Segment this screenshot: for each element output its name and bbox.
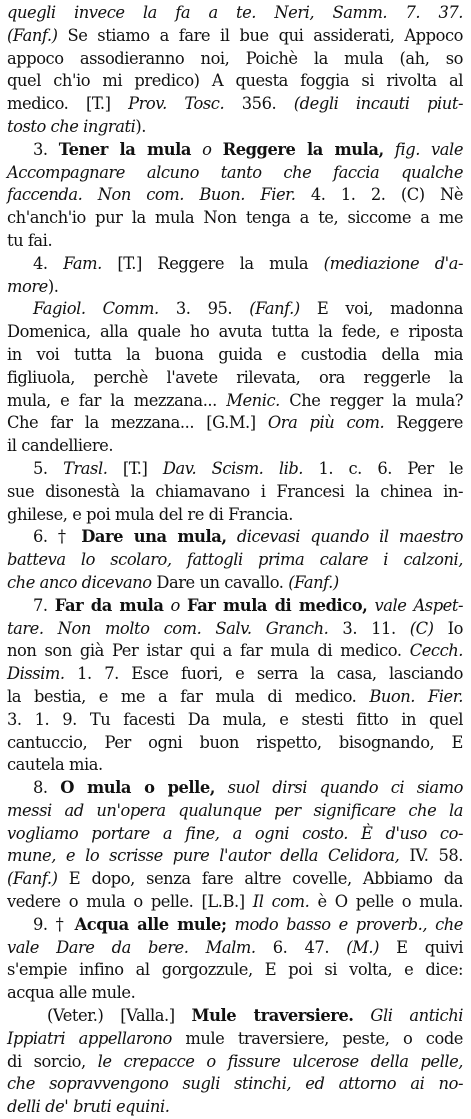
text-run: vogliamo portare a fine, a ogni costo. È d'uso co- [7, 823, 463, 843]
text-line [7, 184, 463, 207]
text-run: di sorcio, [7, 1051, 98, 1071]
text-run: appoco assodieranno noi, Poichè la mula (ah, so [7, 48, 463, 68]
text-run: 3. 11. [328, 618, 410, 638]
text-line [7, 663, 463, 686]
text-line [7, 116, 463, 139]
text-run: modo basso e proverb., che [226, 914, 463, 934]
text-run: (Fanf.) [288, 572, 339, 592]
text-run: mune, e lo scrisse pure l'autor della Celidora, [7, 846, 400, 866]
entry-heading-line [7, 1005, 463, 1028]
text-run: delli de' bruti equini. [7, 1097, 170, 1117]
text-run: [T.] [107, 458, 163, 478]
entry-heading-line [7, 253, 463, 276]
text-run: Se stiamo a fare il bue qui assiderati, Appoco [57, 25, 463, 45]
text-line [7, 1028, 463, 1051]
text-run: more [7, 276, 48, 296]
entry-heading-line [7, 914, 463, 937]
text-line [7, 800, 463, 823]
text-run: Far mula di medico, [186, 595, 368, 615]
text-run: 9. † [33, 914, 75, 934]
text-run: tosto che ingrati [7, 116, 136, 136]
text-run: mule traversiere, peste, o code [171, 1028, 463, 1048]
text-run: Dissim. [7, 664, 65, 684]
text-run: 4. [33, 253, 64, 273]
text-run: le crepacce o fissure ulcerose della pelle, [97, 1051, 463, 1071]
text-line [7, 481, 463, 504]
text-run: medico. [T.] [7, 94, 129, 114]
text-line [7, 1051, 463, 1074]
text-run: 7. [33, 595, 55, 615]
text-run: E dopo, senza fare altre covelle, Abbiamo da [57, 869, 463, 889]
text-run: IV. 58. [399, 846, 464, 866]
text-line [7, 207, 463, 230]
text-run: quel ch'io mi predico) A questa foggia si rivolta al [7, 71, 463, 91]
text-run: Che far la mezzana... [G.M.] [7, 413, 268, 433]
text-run: figliuola, perchè l'avete rilevata, ora reggerle la [7, 367, 463, 387]
text-line [7, 321, 463, 344]
text-run: Che regger la mula? [279, 390, 463, 410]
text-run: cantuccio, Per ogni buon rispetto, bisognando, E [7, 732, 463, 752]
text-run: Ora più com. [267, 413, 385, 433]
text-run: E quivi [378, 937, 464, 957]
text-run: dicevasi quando il maestro [226, 527, 463, 547]
text-line [7, 982, 463, 1005]
text-run: O mula o pelle, [60, 778, 216, 798]
text-run: vale Aspet- [367, 595, 464, 615]
text-run: Dare un cavallo. [151, 572, 289, 592]
text-run: sue disonestà la chiamavano i Francesi la chinea in- [7, 481, 463, 501]
text-line [7, 70, 463, 93]
entry-heading-line [7, 458, 463, 481]
text-run: è O pelle o mula. [309, 892, 463, 912]
text-line [7, 549, 463, 572]
text-run: tare. Non molto com. Salv. Granch. [7, 618, 329, 638]
text-run: Cecch. [409, 641, 463, 661]
text-run: batteva lo scolaro, fattogli prima calare i calzoni, [7, 550, 463, 570]
entry-heading-line [7, 526, 463, 549]
text-run: che sopravvengono sugli stinchi, ed attorno ai no- [7, 1074, 463, 1094]
text-line [7, 572, 463, 595]
text-run: Far da mula [54, 595, 164, 615]
text-run: 3. 1. 9. Tu facesti Da mula, e stesti fitto in quel [7, 709, 463, 729]
text-run: 5. [33, 458, 64, 478]
text-line [7, 709, 463, 732]
text-run: (mediazione d'a- [323, 253, 464, 273]
text-run: Il com. [252, 892, 310, 912]
text-line [7, 298, 463, 321]
text-line [7, 162, 463, 185]
text-line [7, 845, 463, 868]
text-run: 1. c. 6. Per le [303, 458, 464, 478]
text-run: 4. 1. 2. (C) Nè [295, 185, 464, 205]
text-run: Ippiatri appellarono [7, 1028, 172, 1048]
text-run: E voi, madonna [299, 299, 463, 319]
text-line [7, 435, 463, 458]
text-run: il candelliere. [7, 436, 114, 456]
text-line [7, 276, 463, 299]
text-run: Trasl. [63, 458, 108, 478]
entry-heading-line [7, 139, 463, 162]
text-line [7, 686, 463, 709]
text-run: 6. † [33, 527, 82, 547]
text-line [7, 640, 463, 663]
text-run: ch'anch'io pur la mula Non tenga a te, siccome a me [7, 208, 463, 228]
text-run: [T.] Reggere la mula [101, 253, 324, 273]
text-run: Fam. [63, 253, 102, 273]
text-run: ). [135, 116, 146, 136]
text-run: non son già Per istar qui a far mula di medico. [7, 641, 410, 661]
text-run: s'empie infino al gorgozzule, E poi si volta, e dice: [7, 960, 463, 980]
text-run: 8. [33, 778, 61, 798]
text-run: (Veter.) [Valla.] [47, 1006, 192, 1026]
text-run: Dav. Scism. lib. [162, 458, 304, 478]
text-run: in voi tutta la buona guida e custodia della mia [7, 344, 463, 364]
text-run: (C) [409, 618, 434, 638]
text-run: mula, e far la mezzana... [7, 390, 227, 410]
text-run: 3. 95. [158, 299, 250, 319]
text-line [7, 1073, 463, 1096]
text-run: Menic. [226, 390, 280, 410]
text-run: Prov. Tosc. [128, 94, 225, 114]
text-line [7, 344, 463, 367]
text-line [7, 48, 463, 71]
text-run: Dare una mula, [81, 527, 227, 547]
text-run: 6. 47. [255, 937, 347, 957]
text-line [7, 1096, 463, 1119]
text-run: Tener la mula [58, 139, 191, 159]
entry-heading-line [7, 595, 463, 618]
text-line [7, 732, 463, 755]
text-run: tu fai. [7, 230, 53, 250]
text-run: la bestia, e me a far mula di medico. [7, 686, 370, 706]
entry-heading-line [7, 777, 463, 800]
text-run: suol dirsi quando ci siamo [215, 778, 463, 798]
text-run: faccenda. Non com. Buon. Fier. [7, 185, 296, 205]
text-line [7, 412, 463, 435]
text-run: Io [433, 618, 463, 638]
text-line [7, 504, 463, 527]
text-run: o [191, 139, 223, 159]
text-line [7, 823, 463, 846]
text-line [7, 2, 463, 25]
text-run: messi ad un'opera qualunque per significare che la [7, 800, 463, 820]
text-line [7, 390, 463, 413]
text-line [7, 937, 463, 960]
text-line [7, 868, 463, 891]
text-run: 356. [224, 94, 294, 114]
text-line [7, 618, 463, 641]
text-run: Reggere la mula, [222, 139, 384, 159]
text-run: che anco dicevano [7, 572, 152, 592]
text-run: cautela mia. [7, 755, 103, 775]
text-run: Acqua alle mule; [74, 914, 227, 934]
text-run: Domenica, alla quale ho avuta tutta la fede, e riposta [7, 322, 463, 342]
text-run: vale Dare da bere. Malm. [7, 937, 256, 957]
text-run: (Fanf.) [7, 25, 58, 45]
text-line [7, 959, 463, 982]
text-run: fig. vale [383, 139, 463, 159]
text-line [7, 367, 463, 390]
text-line [7, 230, 463, 253]
text-run: vedere o mula o pelle. [L.B.] [7, 892, 253, 912]
text-run: (degli incauti piut- [293, 94, 463, 114]
text-run: Reggere [384, 413, 463, 433]
text-run: acqua alle mule. [7, 983, 136, 1003]
text-run: Fagiol. Comm. [33, 299, 159, 319]
text-run: Accompagnare alcuno tanto che faccia qualche [7, 162, 463, 182]
text-run: (Fanf.) [7, 869, 58, 889]
text-run: ghilese, e poi mula del re di Francia. [7, 504, 293, 524]
text-line [7, 754, 463, 777]
text-run: 1. 7. Esce fuori, e serra la casa, lasciando [64, 664, 463, 684]
text-run: (Fanf.) [249, 299, 300, 319]
text-run: (M.) [346, 937, 379, 957]
text-run: ). [47, 276, 59, 296]
text-run: o [163, 595, 187, 615]
text-run: Mule traversiere. [191, 1006, 354, 1026]
text-line [7, 891, 463, 914]
text-run: 3. [33, 139, 59, 159]
text-line [7, 93, 463, 116]
text-run: Gli antichi [353, 1006, 464, 1026]
text-run: quegli invece la fa a te. Neri, Samm. 7. 37. [7, 3, 463, 22]
text-line [7, 25, 463, 48]
text-run: Buon. Fier. [369, 686, 463, 706]
